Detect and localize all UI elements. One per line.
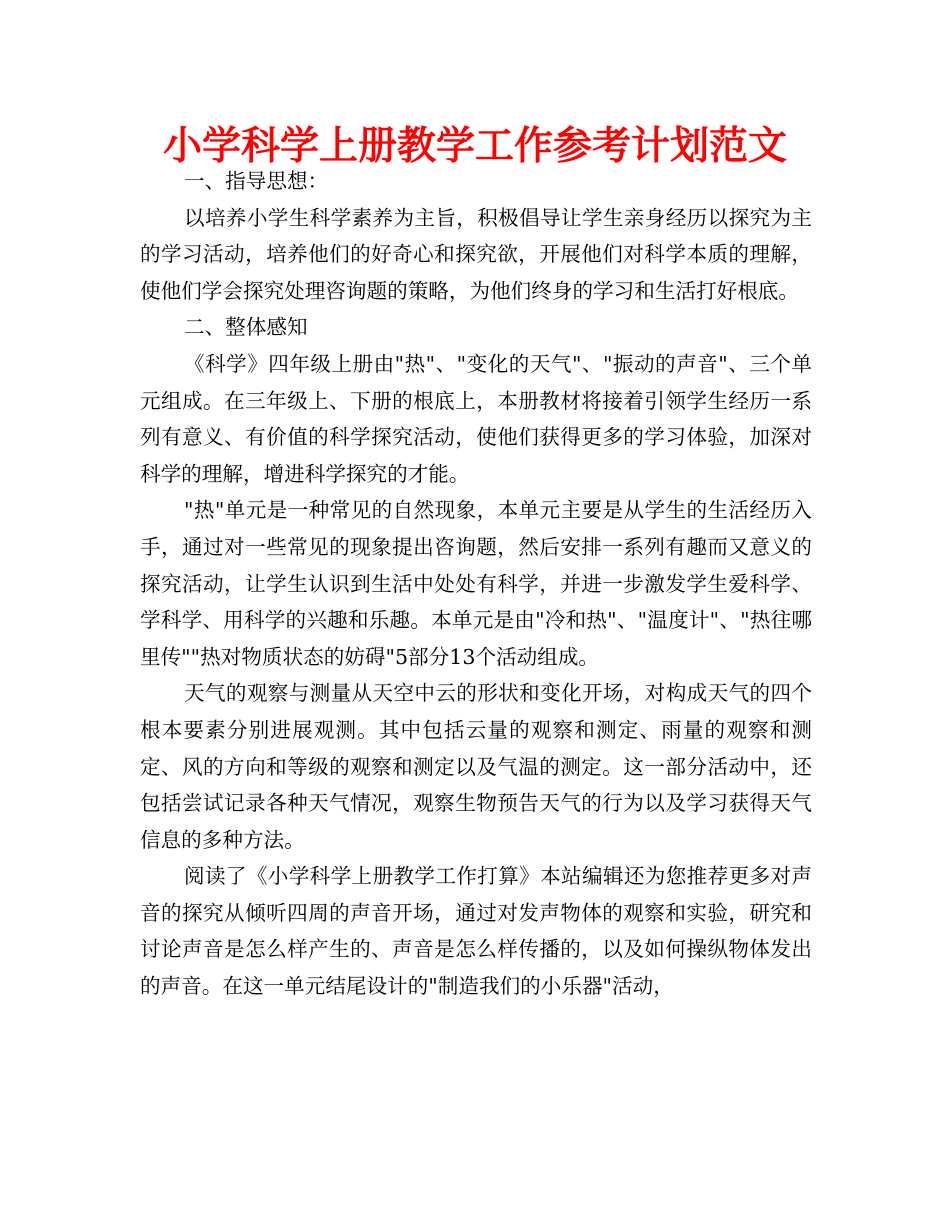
document-body <box>140 163 812 1005</box>
section-heading-guiding-thought: 一、指导思想： <box>184 169 329 193</box>
paragraph-sound-unit: 阅读了《小学科学上册教学工作打算》本站编辑还为您推荐更多对声音的探究从倾听四周的声音开场，通过对发声物体的观察和实验，研究和讨论声音是怎么样产生的、声音是怎么样传播的，以及如何操纵物体发出的声音。在这一单元结尾设计的"制造我们的小乐器"活动， <box>140 864 812 999</box>
page-title: 小学科学上册教学工作参考计划范文 <box>162 124 787 169</box>
paragraph-textbook-overview: 《科学》四年级上册由"热"、"变化的天气"、"振动的声音"、三个单元组成。在三年级上、下册的根底上，本册教材将接着引领学生经历一系列有意义、有价值的科学探究活动，使他们获得更多的学习体验，加深对科学的理解，增进科学探究的才能。 <box>140 351 812 486</box>
paragraph-guiding-thought: 以培养小学生科学素养为主旨，积极倡导让学生亲身经历以探究为主的学习活动，培养他们的好奇心和探究欲，开展他们对科学本质的理解，使他们学会探究处理咨询题的策略，为他们终身的学习和生活打好根底。 <box>140 205 812 303</box>
section-heading-overall-perception: 二、整体感知 <box>184 315 308 340</box>
paragraph-weather-unit: 天气的观察与测量从天空中云的形状和变化开场，对构成天气的四个根本要素分别进展观测。其中包括云量的观察和测定、雨量的观察和测定、风的方向和等级的观察和测定以及气温的测定。这一部分活动中，还包括尝试记录各种天气情况，观察生物预告天气的行为以及学习获得天气信息的多种方法。 <box>140 681 812 852</box>
paragraph-heat-unit: "热"单元是一种常见的自然现象，本单元主要是从学生的生活经历入手，通过对一些常见的现象提出咨询题，然后安排一系列有趣而又意义的探究活动，让学生认识到生活中处处有科学，并进一步激发学生爱科学、学科学、用科学的兴趣和乐趣。本单元是由"冷和热"、"温度计"、"热往哪里传""热对物质状态的妨碍"5部分13个活动组成。 <box>140 498 812 669</box>
